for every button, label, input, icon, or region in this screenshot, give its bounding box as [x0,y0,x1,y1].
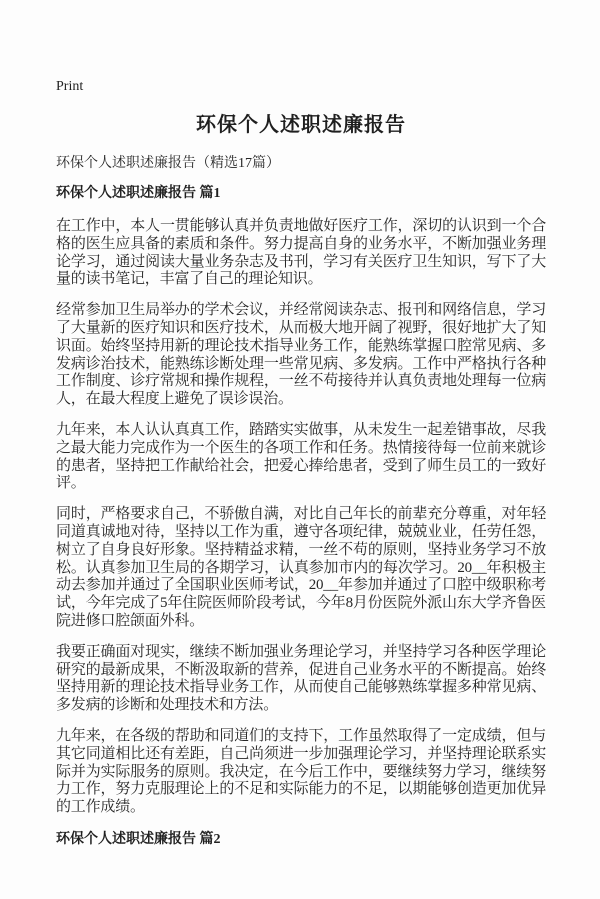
paragraph-2: 经常参加卫生局举办的学术会议，并经常阅读杂志、报刊和网络信息，学习了大量新的医疗知识和医疗技术，从而极大地开阔了视野，很好地扩大了知识面。始终坚持用新的理论技术指导业务工作，能熟练掌握口腔常见病、多发病诊治技术，能熟练诊断处理一些常见病、多发病。工作中严格执行各种工作制度、诊疗常规和操作规程，一丝不苟接待并认真负责地处理每一位病人，在最大程度上避免了误诊误治。 [56,302,546,408]
paragraph-3: 九年来，本人认认真真工作，踏踏实实做事，从未发生一起差错事故，尽我之最大能力完成作为一个医生的各项工作和任务。热情接待每一位前来就诊的患者，坚持把工作献给社会，把爱心捧给患者，受到了师生员工的一致好评。 [56,421,546,492]
section-heading-part1: 环保个人述职述廉报告 篇1 [56,186,221,201]
paragraph-4: 同时，严格要求自己，不骄傲自满，对比自己年长的前辈充分尊重，对年轻同道真诚地对待，坚持以工作为重，遵守各项纪律，兢兢业业，任劳任怨，树立了自身良好形象。坚持精益求精，一丝不苟的原则，坚持业务学习不放松。认真参加卫生局的各期学习，认真参加市内的每次学习。20__年积极主动去参加并通过了全国职业医师考试，20__年参加并通过了口腔中级职称考试，今年完成了5年住院医师阶段考试，今年8月份医院外派山东大学齐鲁医院进修口腔颌面外科。 [56,506,546,629]
paragraph-6: 九年来，在各级的帮助和同道们的支持下，工作虽然取得了一定成绩，但与其它同道相比还有差距，自己尚须进一步加强理论学习，并坚持理论联系实际并为实际服务的原则。我决定，在今后工作中，要继续努力学习，继续努力工作，努力克服理论上的不足和实际能力的不足，以期能够创造更加优异的工作成绩。 [56,727,546,816]
paragraph-1: 在工作中，本人一贯能够认真并负责地做好医疗工作，深切的认识到一个合格的医生应具备的素质和条件。努力提高自身的业务水平，不断加强业务理论学习，通过阅读大量业务杂志及书刊，学习有关医疗卫生知识，写下了大量的读书笔记，丰富了自己的理论知识。 [56,218,546,288]
page-title: 环保个人述职述廉报告 [196,114,406,136]
section-heading-part2: 环保个人述职述廉报告 篇2 [56,831,221,847]
print-link[interactable]: Print [56,79,84,94]
paragraph-5: 我要正确面对现实，继续不断加强业务理论学习，并坚持学习各种医学理论研究的最新成果，不断汲取新的营养，促进自己业务水平的不断提高。始终坚持用新的理论技术指导业务工作，从而使自己能够熟练掌握多种常见病、多发病的诊断和处理技术和方法。 [56,643,546,714]
doc-subtitle: 环保个人述职述廉报告（精选17篇） [56,156,280,171]
